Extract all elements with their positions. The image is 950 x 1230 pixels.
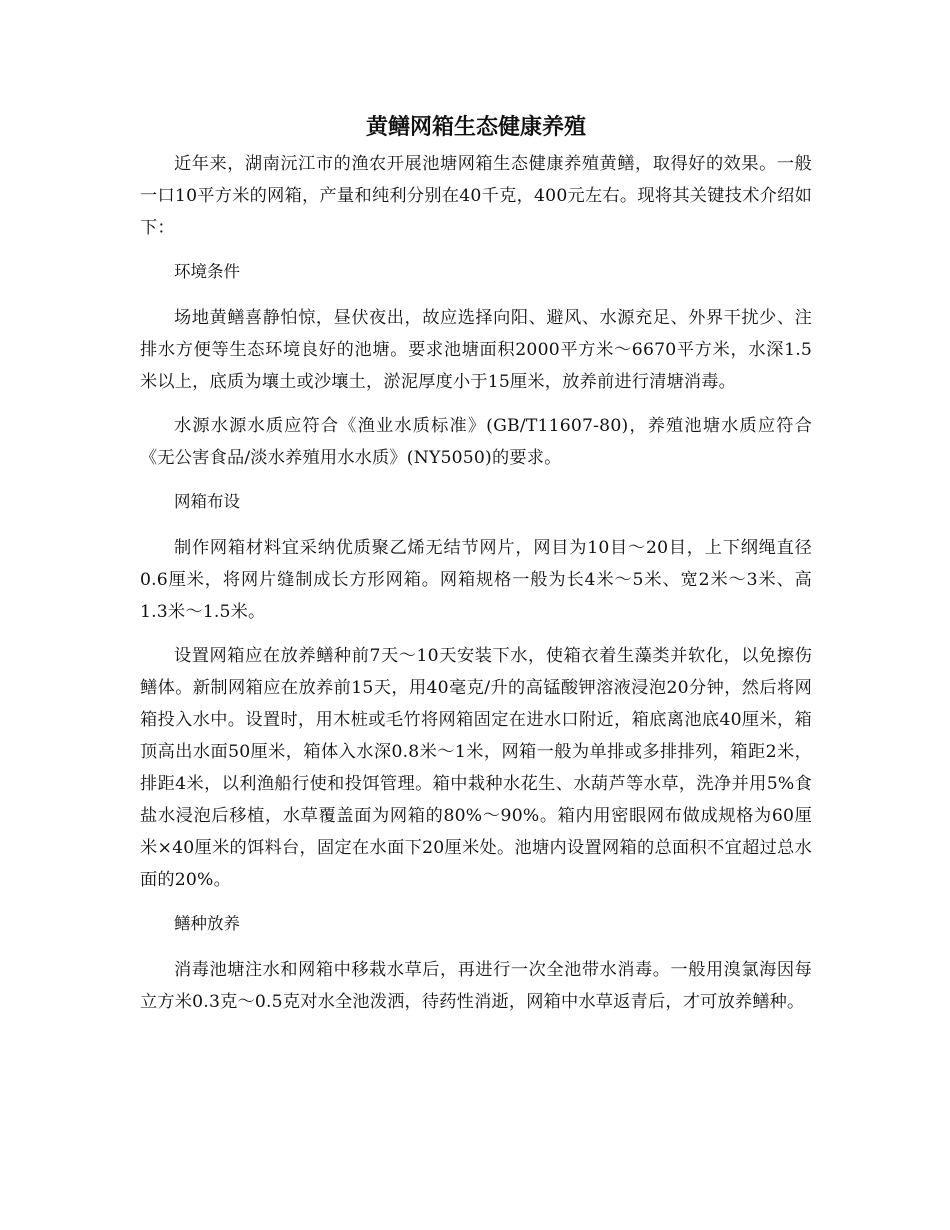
body-paragraph: 消毒池塘注水和网箱中移栽水草后，再进行一次全池带水消毒。一般用溴氯海因每立方米0.3克～0.5克对水全池泼洒，待药性消逝，网箱中水草返青后，才可放养鳝种。: [140, 960, 812, 1012]
body-paragraph: 制作网箱材料宜采纳优质聚乙烯无结节网片，网目为10目～20目，上下纲绳直径0.6厘米，将网片缝制成长方形网箱。网箱规格一般为长4米～5米、宽2米～3米、高1.3米～1.5米。: [140, 538, 812, 622]
section-heading: 网箱布设: [174, 492, 240, 511]
body-paragraph: 设置网箱应在放养鳝种前7天～10天安装下水，使箱衣着生藻类并软化，以免擦伤鳝体。新制网箱应在放养前15天，用40毫克/升的高锰酸钾溶液浸泡20分钟，然后将网箱投入水中。设置时，用木桩或毛竹将网箱固定在进水口附近，箱底离池底40厘米，箱顶高出水面50厘米，箱体入水深0.8米～1米，网箱一般为单排或多排排列，箱距2米，排距4米，以利渔船行使和投饵管理。箱中栽种水花生、水葫芦等水草，洗净并用5%食盐水浸泡后移植，水草覆盖面为网箱的80%～90%。箱内用密眼网布做成规格为60厘米×40厘米的饵料台，固定在水面下20厘米处。池塘内设置网箱的总面积不宜超过总水面的20%。: [140, 646, 812, 890]
section-stocking: [140, 908, 812, 1018]
body-paragraph: 水源水源水质应符合《渔业水质标准》(GB/T11607-80)，养殖池塘水质应符合《无公害食品/淡水养殖用水水质》(NY5050)的要求。: [140, 416, 812, 468]
section-heading: 环境条件: [174, 262, 240, 281]
section-heading: 鳝种放养: [174, 914, 240, 933]
document-page: [140, 110, 812, 1030]
section-net-cage-setup: [140, 486, 812, 896]
body-paragraph: 场地黄鳝喜静怕惊，昼伏夜出，故应选择向阳、避风、水源充足、外界干扰少、注排水方便等生态环境良好的池塘。要求池塘面积2000平方米～6670平方米，水深1.5米以上，底质为壤土或沙壤土，淤泥厚度小于15厘米，放养前进行清塘消毒。: [140, 308, 812, 392]
document-title: 黄鳝网箱生态健康养殖: [365, 114, 586, 140]
intro-paragraph: 近年来，湖南沅江市的渔农开展池塘网箱生态健康养殖黄鳝，取得好的效果。一般一口10平方米的网箱，产量和纯利分别在40千克，400元左右。现将其关键技术介绍如下：: [140, 154, 812, 238]
section-environment: [140, 256, 812, 474]
